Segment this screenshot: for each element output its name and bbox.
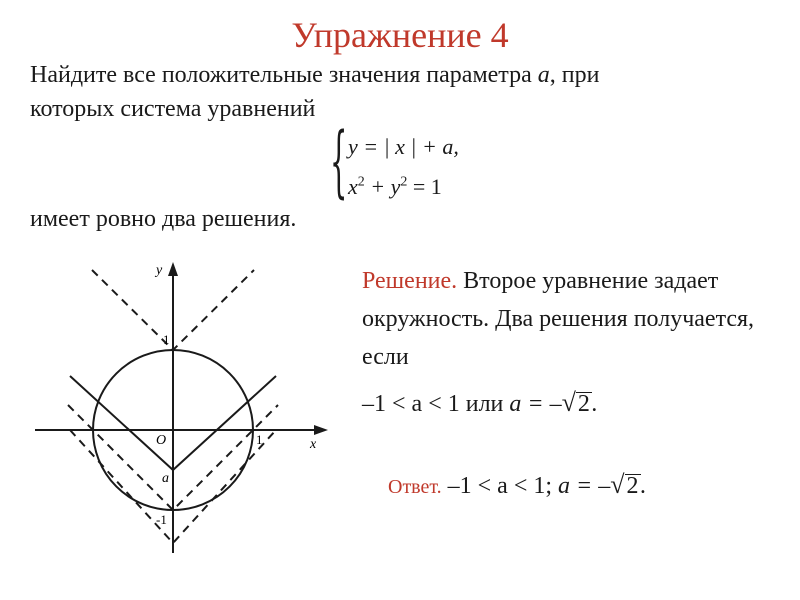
answer-formula bbox=[558, 470, 647, 499]
sqrt-icon: √ bbox=[610, 470, 625, 499]
x-axis-label: x bbox=[310, 437, 317, 452]
origin-label: O bbox=[156, 433, 167, 448]
task-condition-text: имеет ровно два решения. bbox=[30, 206, 297, 232]
condition-formula-left: a = – bbox=[509, 391, 562, 417]
eq2-exp2: 2 bbox=[400, 174, 408, 190]
sqrt-icon: √ bbox=[561, 388, 576, 417]
slide-title: Упражнение 4 bbox=[291, 15, 509, 55]
task-line-2: которых система уравнений bbox=[30, 96, 316, 122]
task-line-1 bbox=[30, 58, 790, 92]
solution-body: Второе уравнение задает окружность. Два решения получается, если bbox=[362, 268, 755, 370]
equation-2 bbox=[348, 174, 442, 200]
condition-formula bbox=[509, 388, 598, 417]
answer-range: –1 < a < 1; bbox=[441, 473, 559, 499]
a-label: a bbox=[162, 471, 169, 486]
system-brace: { bbox=[330, 117, 348, 207]
solution-condition bbox=[362, 388, 598, 418]
task-line-1-text: Найдите все положительные значения параметра bbox=[30, 62, 538, 88]
task-text bbox=[30, 58, 790, 126]
eq2-plus: + y bbox=[364, 174, 401, 199]
answer bbox=[388, 470, 647, 500]
condition-range: –1 < a < 1 или bbox=[362, 391, 510, 417]
task-line-1-end: , при bbox=[549, 62, 600, 88]
graph bbox=[30, 258, 330, 558]
answer-radicand: 2 bbox=[626, 473, 639, 499]
equation-system bbox=[330, 117, 530, 208]
param-a: a bbox=[537, 62, 550, 88]
tick-y-minus-1: -1 bbox=[156, 512, 167, 527]
x-axis-arrow bbox=[314, 425, 328, 435]
answer-formula-left: a = – bbox=[558, 473, 611, 499]
y-axis-label: y bbox=[156, 263, 163, 278]
eq2-exp1: 2 bbox=[357, 174, 365, 190]
condition-dot: . bbox=[591, 391, 598, 417]
tick-y-1: 1 bbox=[163, 332, 170, 347]
eq2-rhs: = 1 bbox=[407, 174, 442, 199]
y-axis-arrow bbox=[168, 262, 178, 276]
solution-label: Решение. bbox=[362, 268, 458, 294]
equation-1: y = | x | + a, bbox=[348, 134, 459, 159]
eq2-x: x bbox=[348, 174, 358, 199]
condition-radicand: 2 bbox=[577, 391, 590, 417]
answer-label: Ответ. bbox=[388, 476, 442, 498]
solution-text bbox=[362, 262, 782, 376]
tick-x-1: 1 bbox=[256, 432, 263, 447]
answer-dot: . bbox=[640, 473, 647, 499]
